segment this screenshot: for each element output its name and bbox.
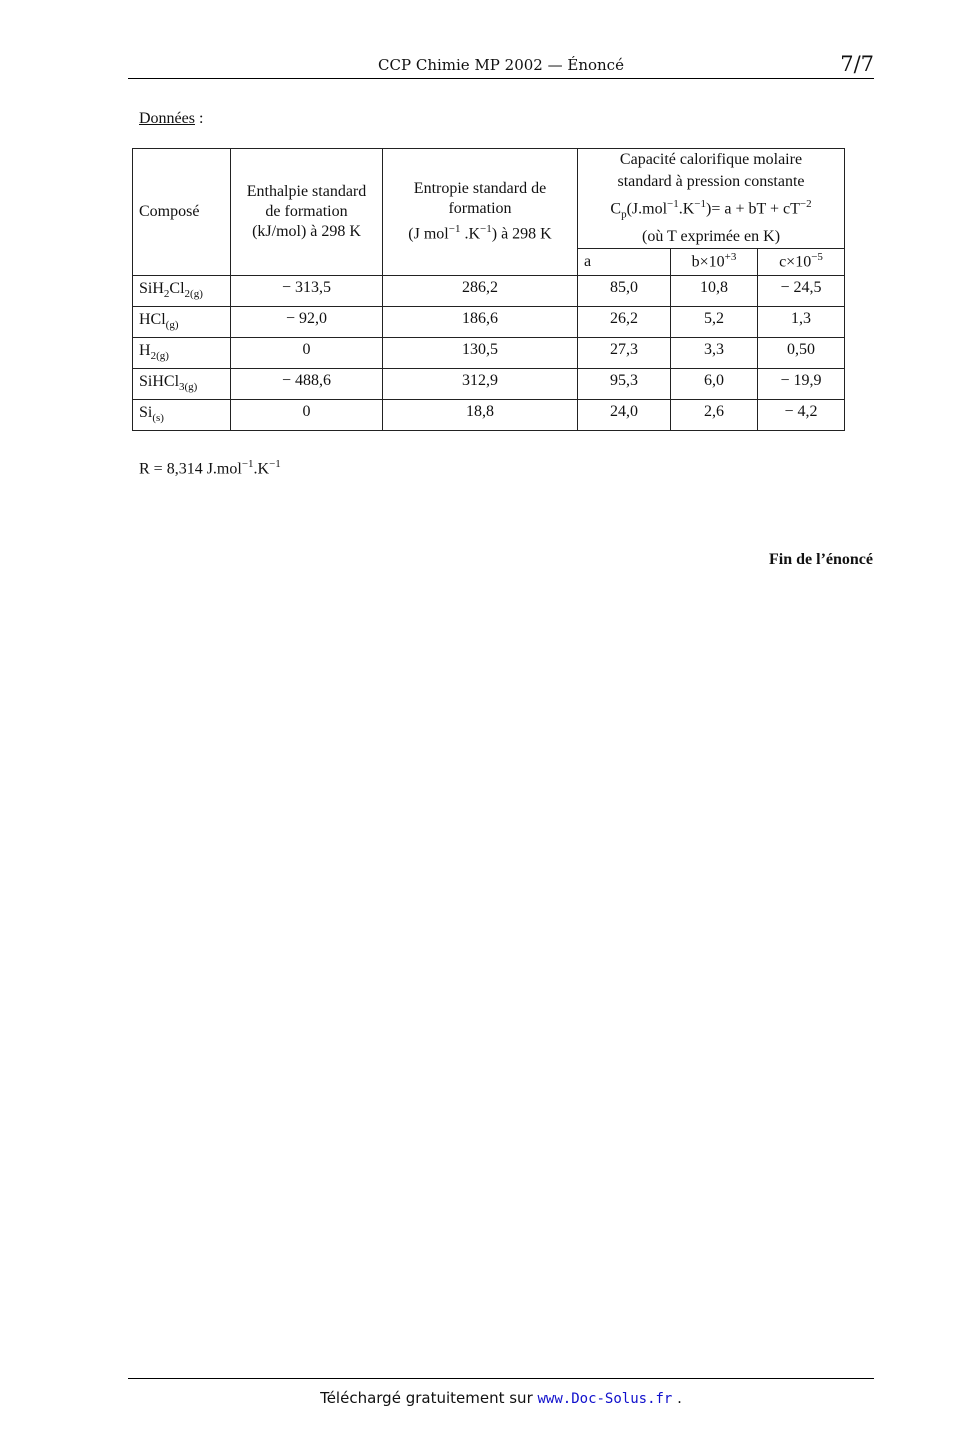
formula-sub: 3(g): [179, 381, 198, 394]
formula-text: )= a + bT + cT: [706, 200, 800, 218]
compound-name: [133, 275, 231, 306]
value: 10,8: [700, 278, 728, 296]
value: 130,5: [462, 340, 498, 358]
formula-base: H: [139, 342, 151, 360]
entropie-value: [383, 275, 578, 306]
cp-a-value: [578, 368, 671, 399]
header-enthalpie-line: (kJ/mol) à 298 K: [252, 222, 361, 240]
cp-b-value: [671, 275, 758, 306]
cp-b-value: [671, 306, 758, 337]
entropie-value: [383, 306, 578, 337]
donnees-colon: :: [194, 110, 204, 127]
entropie-value: [383, 368, 578, 399]
value: 27,3: [610, 340, 638, 358]
constant-text: R = 8,314 J.mol: [139, 460, 242, 478]
header-capacite-note: (où T exprimée en K): [641, 227, 781, 245]
formula-sub: (g): [165, 319, 179, 332]
enthalpie-value: [231, 368, 383, 399]
value: − 313,5: [281, 278, 332, 296]
cp-c-value: [758, 368, 845, 399]
unit-exp: −1: [480, 223, 492, 236]
value: 6,0: [704, 371, 724, 389]
cp-c-value: [758, 399, 845, 430]
footer-link[interactable]: www.Doc-Solus.fr: [537, 1391, 673, 1407]
header-capacite-line: standard à pression constante: [617, 173, 805, 190]
formula-base: SiHCl: [139, 373, 180, 391]
value: 5,2: [704, 309, 724, 327]
subheader-c: [758, 248, 845, 275]
table-row: [133, 399, 845, 430]
unit-exp: −1: [448, 223, 461, 236]
subheader-b-base: b×10: [691, 253, 725, 271]
footer-rule: [128, 1378, 874, 1379]
header-entropie-line: formation: [448, 200, 512, 218]
footer-text: [128, 1389, 874, 1407]
value: 0: [302, 402, 311, 420]
end-of-statement: Fin de l’énoncé: [769, 551, 873, 568]
entropie-value: [383, 399, 578, 430]
header-enthalpie-line: Enthalpie standard: [246, 182, 367, 200]
table-row: [133, 275, 845, 306]
cp-b-value: [671, 337, 758, 368]
cp-c-value: [758, 306, 845, 337]
value: 3,3: [704, 340, 724, 358]
value: 312,9: [462, 371, 498, 389]
cp-c-value: [758, 275, 845, 306]
page-number: 7/7: [840, 52, 874, 76]
header-title: CCP Chimie MP 2002 — Énoncé: [378, 56, 624, 74]
unit-text: .K: [460, 225, 481, 243]
value: 1,3: [791, 309, 811, 327]
header-capacite: [578, 149, 845, 249]
formula-sub: 2(g): [150, 350, 169, 363]
formula-sub: 2: [163, 288, 170, 301]
value: 0,50: [787, 340, 815, 358]
formula-text: .K: [678, 200, 695, 218]
unit-text: ) à 298 K: [491, 225, 552, 243]
subheader-c-exp: −5: [811, 251, 823, 264]
value: 18,8: [466, 402, 494, 420]
formula-text: (J.mol: [626, 200, 668, 218]
value: 24,0: [610, 402, 638, 420]
cp-a-value: [578, 275, 671, 306]
header-entropie: [383, 149, 578, 276]
donnees-label: Données: [139, 110, 195, 127]
value: 85,0: [610, 278, 638, 296]
value: 26,2: [610, 309, 638, 327]
footer-end: .: [672, 1389, 682, 1407]
subheader-c-base: c×10: [779, 253, 812, 271]
value: 2,6: [704, 402, 724, 420]
value: − 4,2: [784, 402, 818, 420]
data-table: [132, 148, 845, 431]
enthalpie-value: [231, 306, 383, 337]
compound-name: [133, 368, 231, 399]
formula-exp: −1: [667, 198, 679, 210]
subheader-b: [671, 248, 758, 275]
donnees-heading: [139, 110, 203, 128]
value: 186,6: [462, 309, 498, 327]
cp-b-value: [671, 368, 758, 399]
value: − 92,0: [285, 309, 328, 327]
value: − 24,5: [780, 278, 822, 296]
value: 95,3: [610, 371, 638, 389]
formula-exp: −1: [694, 198, 707, 210]
header-capacite-formula: [578, 193, 844, 226]
compound-name: [133, 399, 231, 430]
constant-exp: −1: [241, 458, 254, 470]
cp-b-value: [671, 399, 758, 430]
cp-a-value: [578, 399, 671, 430]
subheader-a: a: [578, 248, 671, 275]
formula-base: Si: [139, 404, 153, 422]
gas-constant: [139, 458, 281, 478]
table-header-row: [133, 149, 845, 249]
unit-text: (J mol: [408, 225, 449, 243]
value: 286,2: [462, 278, 498, 296]
formula-base: SiH: [139, 280, 164, 298]
subheader-b-exp: +3: [724, 251, 737, 264]
cp-a-value: [578, 306, 671, 337]
formula-text: C: [610, 200, 622, 218]
constant-text: .K: [253, 460, 270, 478]
enthalpie-value: [231, 275, 383, 306]
footer-label: Téléchargé gratuitement sur: [320, 1389, 538, 1407]
header-compose: Composé: [133, 149, 231, 276]
header-capacite-line: Capacité calorifique molaire: [619, 151, 803, 168]
cp-c-value: [758, 337, 845, 368]
entropie-value: [383, 337, 578, 368]
value: − 19,9: [780, 371, 822, 389]
header-entropie-line: Entropie standard de: [413, 180, 547, 198]
compound-name: [133, 306, 231, 337]
formula-sub: (s): [152, 412, 164, 425]
formula-sub: 2(g): [184, 288, 203, 301]
formula-base: Cl: [169, 280, 185, 298]
table-row: [133, 337, 845, 368]
header-entropie-unit: [383, 219, 577, 244]
formula-base: HCl: [139, 311, 166, 329]
formula-exp: −2: [799, 198, 812, 210]
header-enthalpie-line: de formation: [265, 202, 348, 220]
compound-name: [133, 337, 231, 368]
page-header: [128, 52, 874, 79]
header-enthalpie: [231, 149, 383, 276]
formula-sub: p: [621, 208, 627, 221]
enthalpie-value: [231, 337, 383, 368]
cp-a-value: [578, 337, 671, 368]
table-row: [133, 368, 845, 399]
value: − 488,6: [281, 371, 332, 389]
constant-exp: −1: [269, 458, 281, 470]
table-row: [133, 306, 845, 337]
value: 0: [302, 340, 311, 358]
enthalpie-value: [231, 399, 383, 430]
